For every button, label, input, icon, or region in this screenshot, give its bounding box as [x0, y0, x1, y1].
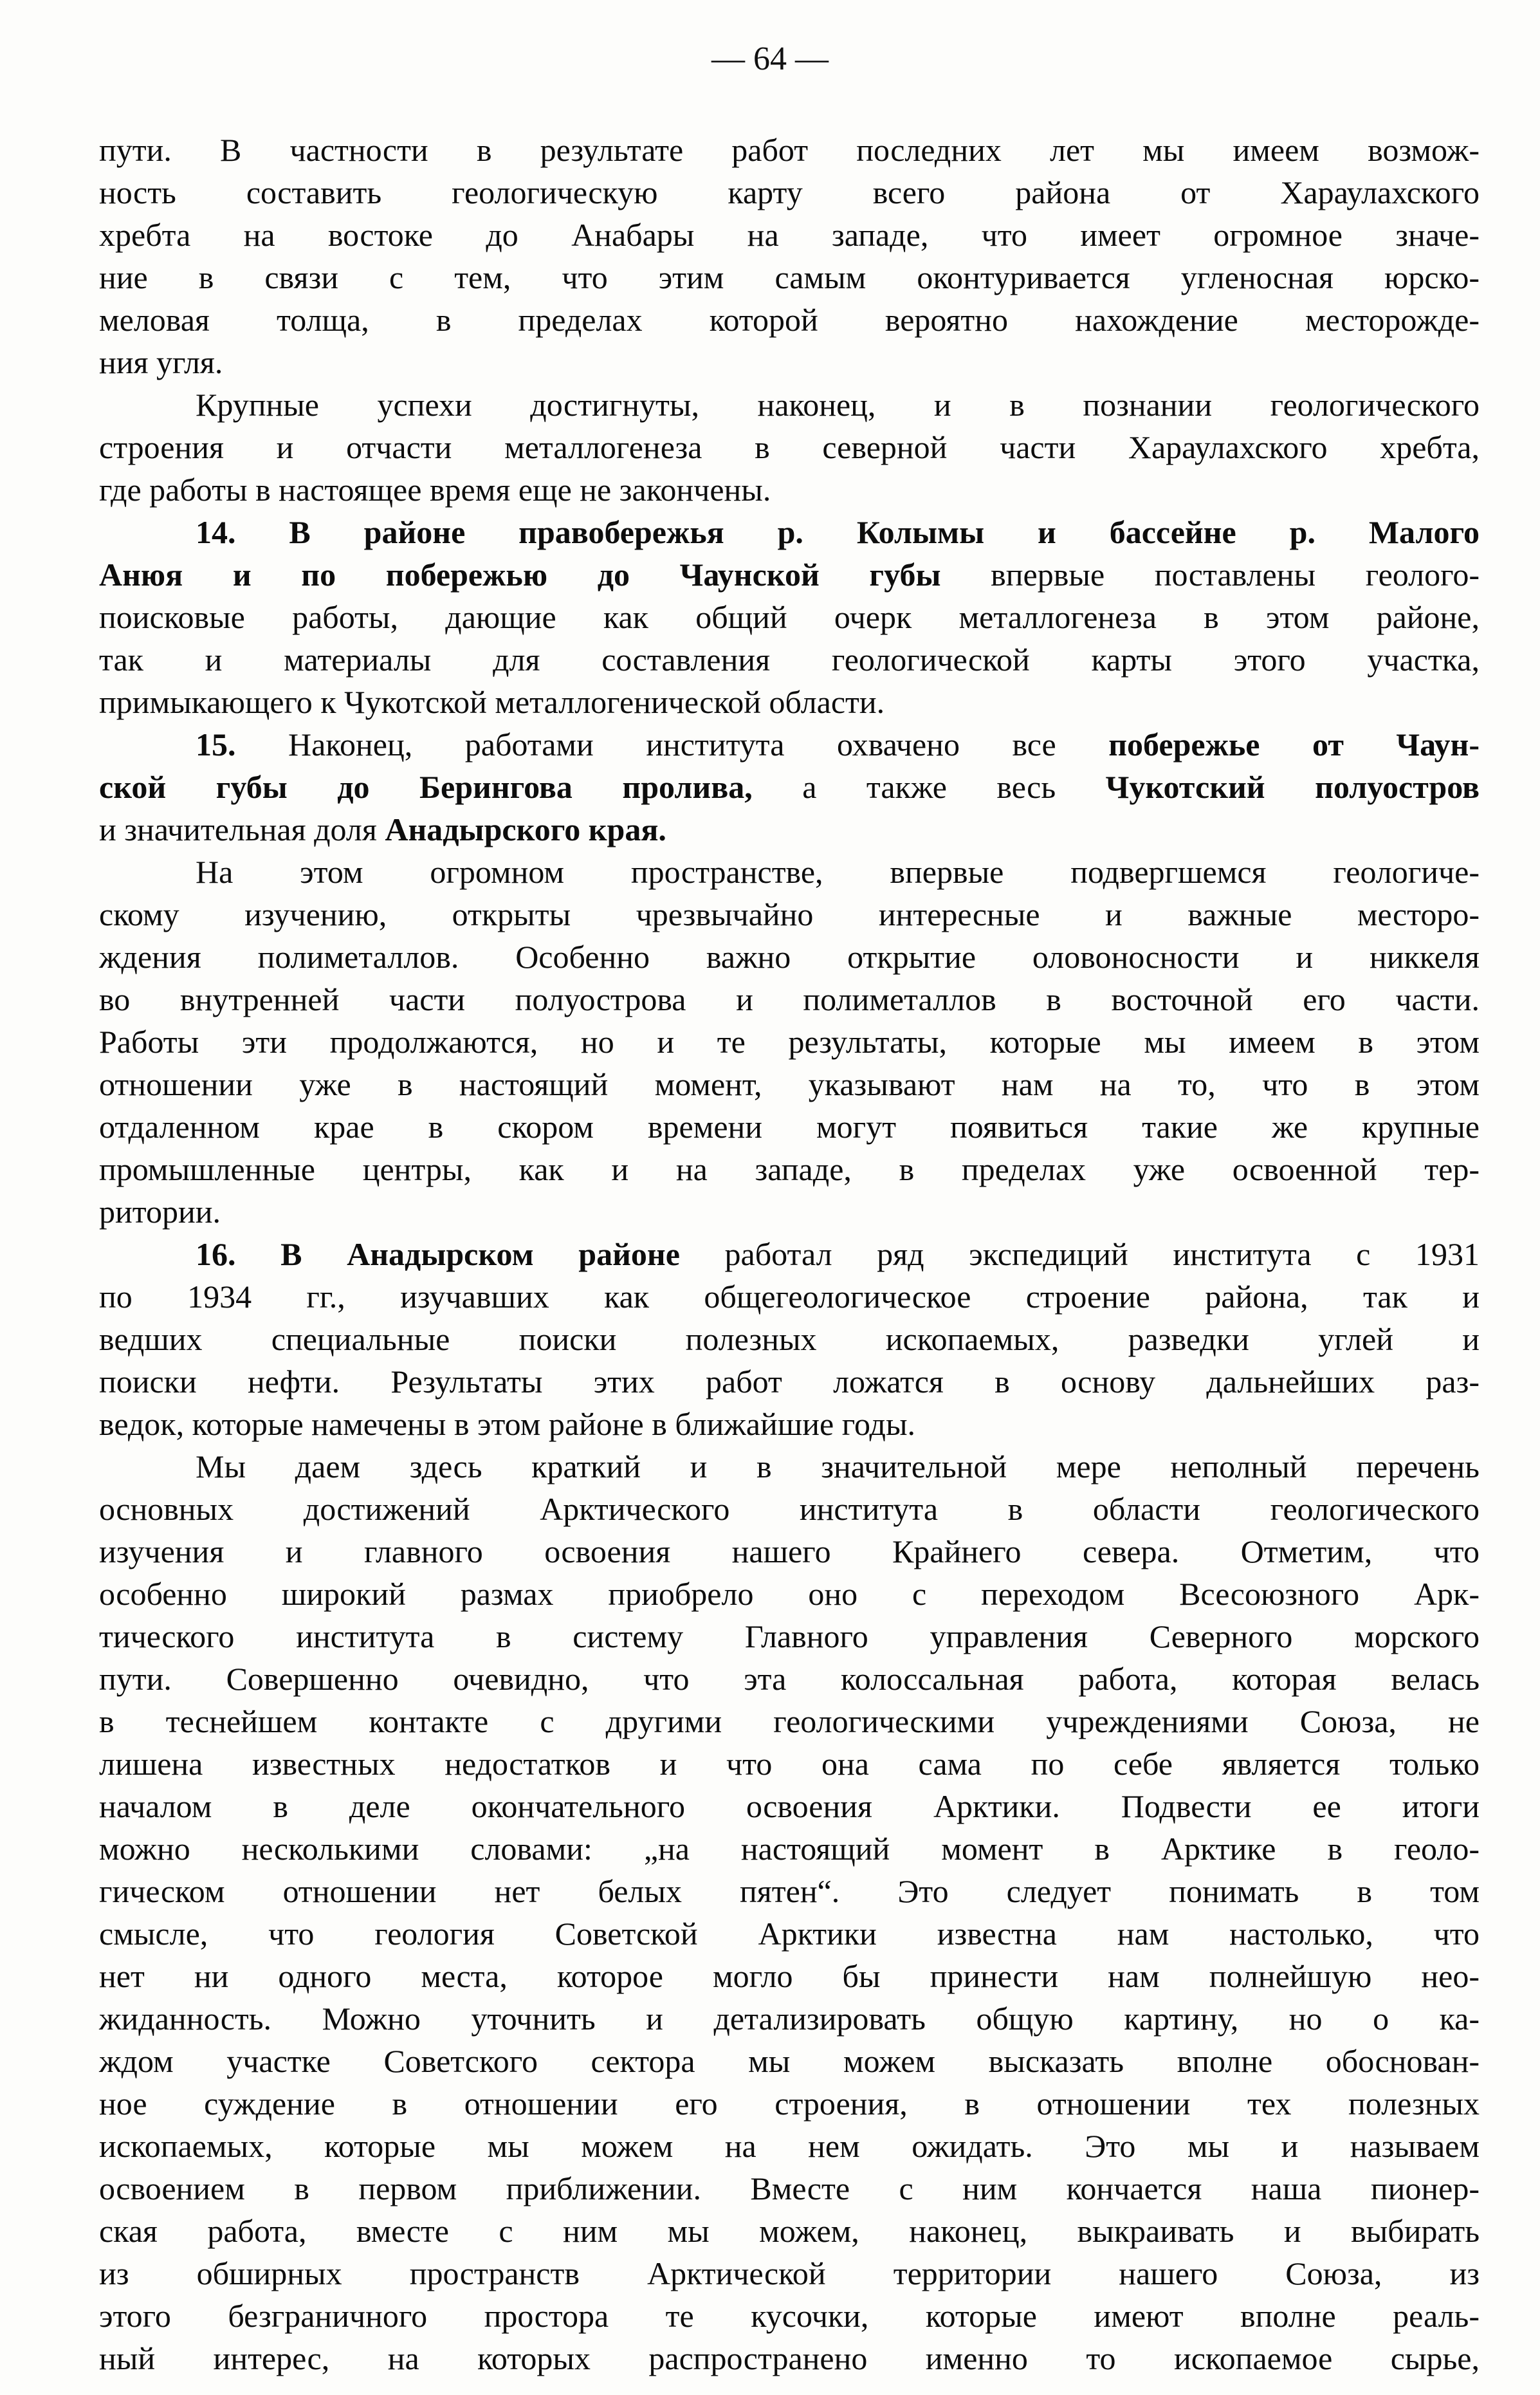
text-span: тического института в систему Главного управления Северного морского: [99, 1618, 1480, 1654]
text-line: [99, 2082, 1480, 2125]
text-span: пути. В частности в результате работ последних лет мы имеем возмож-: [99, 132, 1480, 168]
text-span: ния угля.: [99, 344, 223, 380]
text-span: меловая толща, в пределах которой вероятно нахождение месторожде-: [99, 302, 1480, 338]
text-span: можно несколькими словами: „на настоящий момент в Арктике в геоло-: [99, 1831, 1480, 1867]
text-line: [99, 1148, 1480, 1190]
text-line: [99, 2125, 1480, 2167]
text-span: ный интерес, на которых распространено именно то ископаемое сырье,: [99, 2340, 1480, 2376]
paragraph: [99, 1445, 1480, 2380]
bold-text: Чукотский полуостров: [1105, 769, 1480, 805]
text-line: [99, 1912, 1480, 1955]
text-span: поиски нефти. Результаты этих работ ложатся в основу дальнейших раз-: [99, 1364, 1480, 1400]
text-span: ждения полиметаллов. Особенно важно открытие оловоносности и никкеля: [99, 939, 1480, 975]
text-span: Работы эти продолжаются, но и те результаты, которые мы имеем в этом: [99, 1024, 1480, 1060]
text-span: из обширных пространств Арктической территории нашего Союза, из: [99, 2255, 1480, 2291]
text-span: ждом участке Советского сектора мы можем высказать вполне обоснован-: [99, 2043, 1480, 2079]
text-span: и значительная доля: [99, 811, 385, 847]
text-span: скому изучению, открыты чрезвычайно интересные и важные месторо-: [99, 896, 1480, 932]
text-line: [99, 468, 1480, 511]
text-span: изучения и главного освоения нашего Крайнего севера. Отметим, что: [99, 1533, 1480, 1569]
text-span: жиданность. Можно уточнить и детализировать общую картину, но о ка-: [99, 2001, 1480, 2037]
text-span: отдаленном крае в скором времени могут появиться такие же крупные: [99, 1109, 1480, 1145]
text-line: [99, 341, 1480, 384]
text-span: строения и отчасти металлогенеза в северной части Хараулахского хребта,: [99, 429, 1480, 465]
text-span: примыкающего к Чукотской металлогенической области.: [99, 684, 885, 720]
text-line: [99, 1233, 1480, 1275]
text-line: [99, 1658, 1480, 1700]
text-span: началом в деле окончательного освоения Арктики. Подвести ее итоги: [99, 1788, 1480, 1824]
text-line: [99, 638, 1480, 681]
text-line: [99, 1785, 1480, 1827]
bold-text: 14. В районе правобережья р. Колымы и бассейне р. Малого: [196, 514, 1480, 550]
text-line: [99, 723, 1480, 766]
text-line: [99, 851, 1480, 893]
text-line: [99, 893, 1480, 936]
text-line: [99, 384, 1480, 426]
text-span: ние в связи с тем, что этим самым оконтуривается угленосная юрско-: [99, 259, 1480, 295]
text-line: [99, 256, 1480, 299]
paragraph: [99, 851, 1480, 1233]
text-span: поисковые работы, дающие как общий очерк металлогенеза в этом районе,: [99, 599, 1480, 635]
text-line: [99, 1105, 1480, 1148]
text-line: [99, 2167, 1480, 2210]
text-span: так и материалы для составления геологической карты этого участка,: [99, 642, 1480, 678]
text-line: [99, 214, 1480, 256]
text-span: нет ни одного места, которое могло бы принести нам полнейшую нео-: [99, 1958, 1480, 1994]
text-span: ископаемых, которые мы можем на нем ожидать. Это мы и называем: [99, 2128, 1480, 2164]
text-span: Мы даем здесь краткий и в значительной мере неполный перечень: [196, 1448, 1480, 1484]
text-line: [99, 1700, 1480, 1743]
text-span: лишена известных недостатков и что она сама по себе является только: [99, 1746, 1480, 1782]
bold-text: 15.: [196, 726, 236, 763]
text-span: основных достижений Арктического института в области геологического: [99, 1491, 1480, 1527]
text-line: [99, 2337, 1480, 2380]
text-span: особенно широкий размах приобрело оно с переходом Всесоюзного Арк-: [99, 1576, 1480, 1612]
text-span: ведших специальные поиски полезных ископаемых, разведки углей и: [99, 1321, 1480, 1357]
text-span: ное суждение в отношении его строения, в отношении тех полезных: [99, 2085, 1480, 2122]
text-span: пути. Совершенно очевидно, что эта колоссальная работа, которая велась: [99, 1661, 1480, 1697]
text-line: [99, 1445, 1480, 1488]
text-line: [99, 2040, 1480, 2082]
text-span: промышленные центры, как и на западе, в пределах уже освоенной тер-: [99, 1151, 1480, 1187]
text-line: [99, 936, 1480, 978]
text-line: [99, 1530, 1480, 1573]
text-line: [99, 681, 1480, 723]
text-line: [99, 1955, 1480, 1997]
text-line: [99, 511, 1480, 553]
text-line: [99, 978, 1480, 1021]
text-span: Крупные успехи достигнуты, наконец, и в познании геологического: [196, 387, 1480, 423]
text-line: [99, 1063, 1480, 1105]
paragraph: [99, 384, 1480, 511]
paragraph: [99, 511, 1480, 723]
text-line: [99, 766, 1480, 808]
text-line: [99, 2295, 1480, 2337]
text-span: Наконец, работами института охвачено все: [235, 726, 1109, 763]
text-line: [99, 1615, 1480, 1658]
text-line: [99, 1488, 1480, 1530]
text-span: ритории.: [99, 1194, 221, 1230]
text-span: хребта на востоке до Анабары на западе, что имеет огромное значе-: [99, 217, 1480, 253]
bold-text: побережье от Чаун-: [1108, 726, 1480, 763]
text-line: [99, 1743, 1480, 1785]
text-line: [99, 1403, 1480, 1445]
text-span: в теснейшем контакте с другими геологическими учреждениями Союза, не: [99, 1703, 1480, 1739]
page-number: — 64 —: [711, 41, 829, 77]
text-line: [99, 596, 1480, 638]
text-span: ность составить геологическую карту всего района от Хараулахского: [99, 174, 1480, 210]
text-line: [99, 1021, 1480, 1063]
text-span: во внутренней части полуострова и полиметаллов в восточной его части.: [99, 981, 1480, 1017]
bold-text: ской губы до Берингова пролива,: [99, 769, 753, 805]
text-line: [99, 1318, 1480, 1360]
text-span: отношении уже в настоящий момент, указывают нам на то, что в этом: [99, 1066, 1480, 1102]
bold-text: 16. В Анадырском районе: [196, 1236, 680, 1272]
text-line: [99, 1275, 1480, 1318]
paragraph: [99, 723, 1480, 851]
text-line: [99, 426, 1480, 468]
text-line: [99, 1997, 1480, 2040]
bold-text: Анадырского края.: [385, 811, 666, 847]
text-line: [99, 2252, 1480, 2295]
text-line: [99, 808, 1480, 851]
text-line: [99, 129, 1480, 171]
bold-text: Анюя и по побережью до Чаунской губы: [99, 557, 941, 593]
text-line: [99, 171, 1480, 214]
text-span: ведок, которые намечены в этом районе в ближайшие годы.: [99, 1406, 916, 1442]
text-span: где работы в настоящее время еще не закончены.: [99, 472, 771, 508]
text-span: впервые поставлены геолого-: [940, 557, 1480, 593]
paragraph: [99, 1233, 1480, 1445]
text-span: работал ряд экспедиций института с 1931: [679, 1236, 1480, 1272]
text-line: [99, 1870, 1480, 1912]
text-line: [99, 1573, 1480, 1615]
body-text: [99, 129, 1480, 2380]
text-span: освоением в первом приближении. Вместе с ним кончается наша пионер-: [99, 2170, 1480, 2206]
text-line: [99, 1360, 1480, 1403]
text-span: этого безграничного простора те кусочки, которые имеют вполне реаль-: [99, 2298, 1480, 2334]
text-span: гическом отношении нет белых пятен“. Это следует понимать в том: [99, 1873, 1480, 1909]
text-span: по 1934 гг., изучавших как общегеологическое строение района, так и: [99, 1279, 1480, 1315]
text-line: [99, 299, 1480, 341]
text-span: а также весь: [752, 769, 1106, 805]
text-line: [99, 2210, 1480, 2252]
text-line: [99, 553, 1480, 596]
text-span: На этом огромном пространстве, впервые подвергшемся геологиче-: [196, 854, 1480, 890]
text-line: [99, 1190, 1480, 1233]
text-span: смысле, что геология Советской Арктики известна нам настолько, что: [99, 1916, 1480, 1952]
text-line: [99, 1827, 1480, 1870]
text-span: ская работа, вместе с ним мы можем, наконец, выкраивать и выбирать: [99, 2213, 1480, 2249]
paragraph: [99, 129, 1480, 384]
